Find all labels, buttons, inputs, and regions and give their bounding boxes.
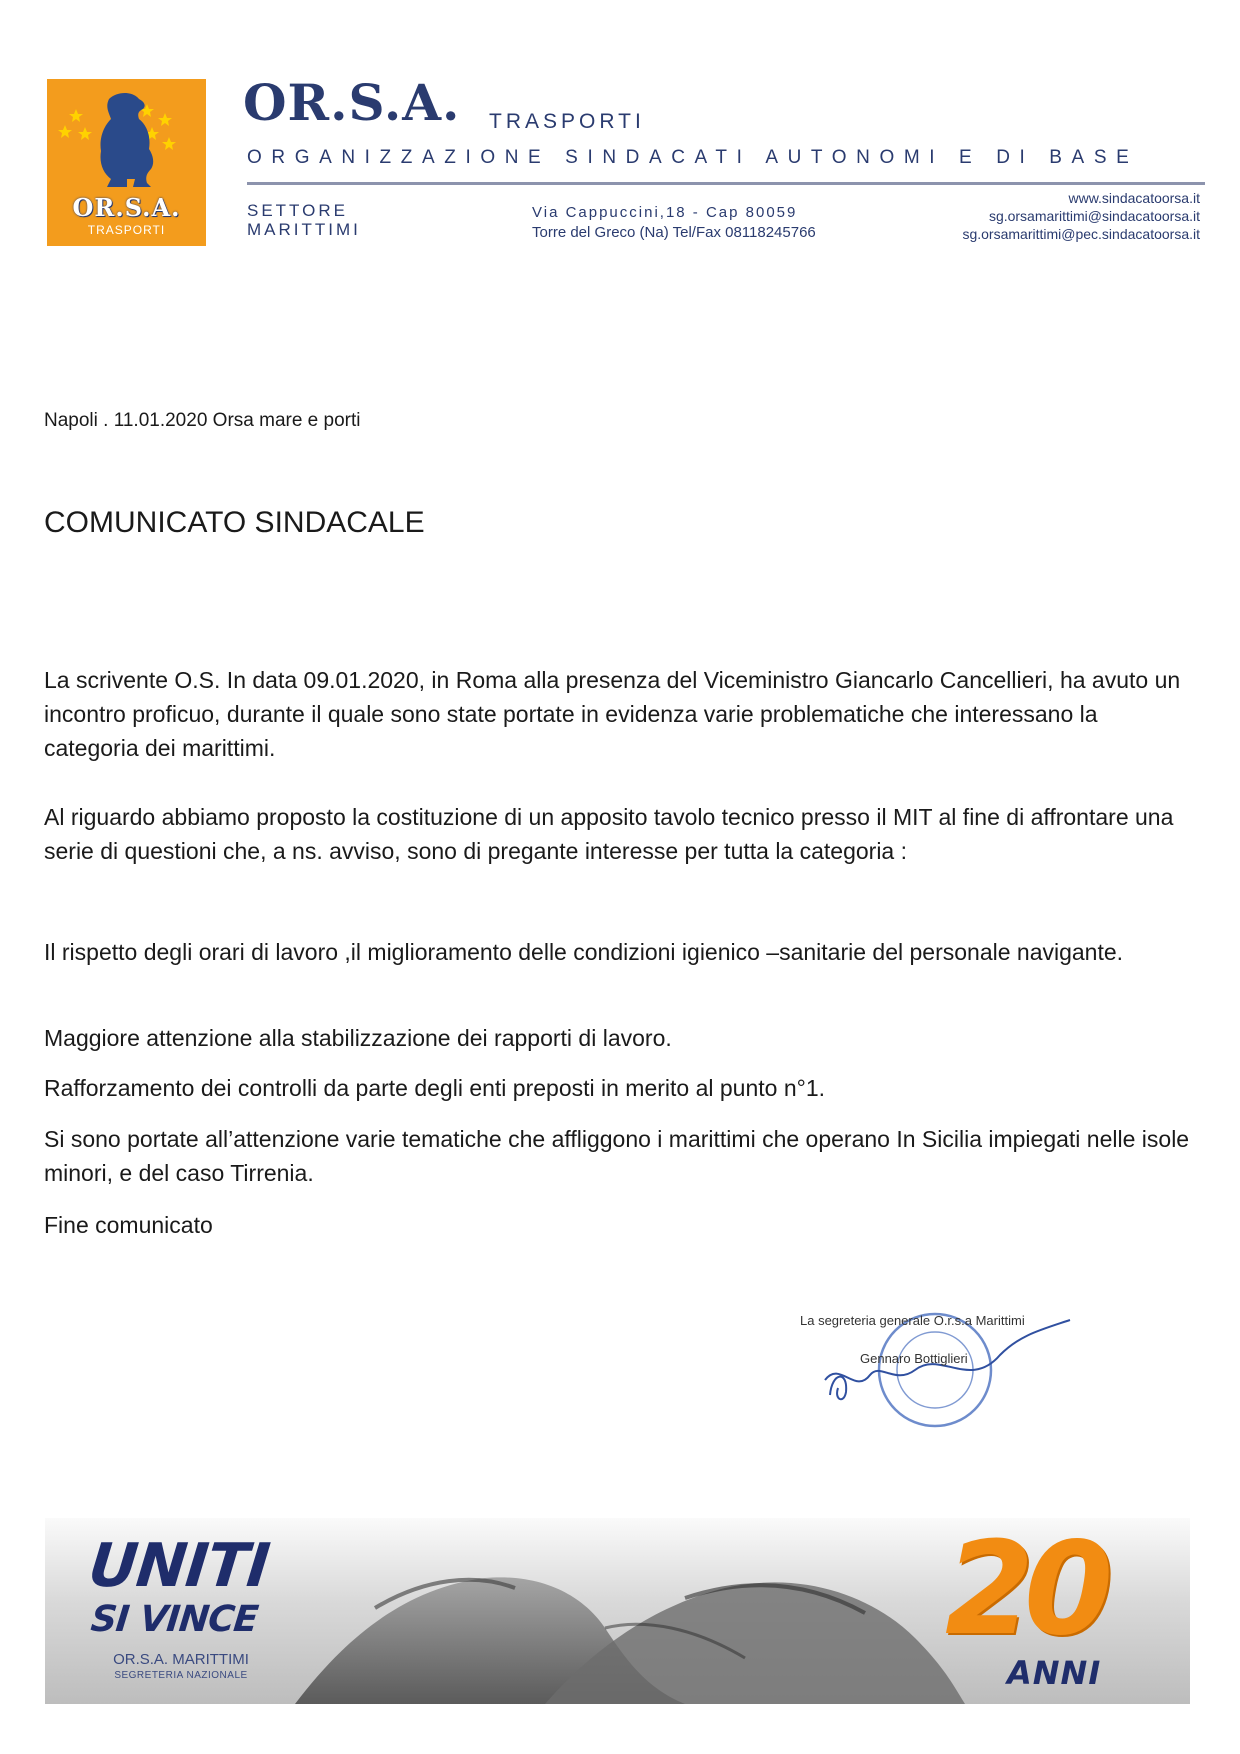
footer-banner — [45, 1518, 1190, 1704]
anniversary-number: 20 — [945, 1518, 1104, 1664]
banner-segreteria: SEGRETERIA NAZIONALE — [114, 1670, 248, 1681]
sector-line-2: MARITTIMI — [247, 220, 361, 239]
document-title: COMUNICATO SINDACALE — [44, 506, 425, 539]
signature-block — [800, 1300, 1075, 1432]
date-line: Napoli . 11.01.2020 Orsa mare e porti — [44, 410, 361, 431]
address-line-1: Via Cappuccini,18 - Cap 80059 — [532, 204, 798, 221]
header-divider — [247, 182, 1205, 185]
paragraph: Fine comunicato — [44, 1212, 213, 1238]
paragraph: Si sono portate all’attenzione varie tematiche che affliggono i marittimi che operano In Sicilia impiegati nelle isole minori, e del caso Tirrenia. — [44, 1126, 1190, 1186]
slogan-line-1: UNITI — [85, 1531, 273, 1601]
paragraph: Rafforzamento dei controlli da parte degli enti preposti in merito al punto n°1. — [44, 1075, 826, 1101]
pec-email-link[interactable]: sg.orsamarittimi@pec.sindacatoorsa.it — [962, 226, 1200, 242]
postal-address — [532, 203, 816, 243]
logo-subtitle: TRASPORTI — [87, 223, 166, 237]
address-line-2: Torre del Greco (Na) Tel/Fax 08118245766 — [532, 224, 816, 241]
signature-name: Gennaro Bottiglieri — [860, 1351, 968, 1366]
signature-label: La segreteria generale O.r.s.a Marittimi — [800, 1313, 1025, 1328]
sector-label — [247, 201, 361, 239]
contact-block — [962, 189, 1200, 243]
organization-name: ORGANIZZAZIONE SINDACATI AUTONOMI E DI BASE — [247, 147, 1139, 168]
slogan-line-2: SI VINCE — [88, 1599, 260, 1640]
brand-title: OR.S.A. — [243, 73, 461, 132]
paragraph: Al riguardo abbiamo proposto la costituzione di un apposito tavolo tecnico presso il MIT al fine di affrontare una serie di questioni che, a ns. avviso, sono di pregante interesse per tutta la categoria : — [44, 804, 1174, 864]
paragraph: La scrivente O.S. In data 09.01.2020, in Roma alla presenza del Viceministro Giancarlo Cancellieri, ha avuto un incontro proficuo, durante il quale sono state portate in evidenza varie problematiche che interessano la categoria dei marittimi. — [44, 667, 1181, 761]
orsa-logo — [47, 79, 206, 246]
paragraph: Il rispetto degli orari di lavoro ,il miglioramento delle condizioni igienico –sanitarie del personale navigante. — [44, 939, 1124, 965]
paragraph: Maggiore attenzione alla stabilizzazione dei rapporti di lavoro. — [44, 1025, 672, 1051]
logo-name: OR.S.A. — [72, 193, 181, 222]
sector-line-1: SETTORE — [247, 201, 348, 220]
brand-subtitle: TRASPORTI — [489, 110, 645, 133]
email-link[interactable]: sg.orsamarittimi@sindacatoorsa.it — [988, 208, 1200, 224]
banner-org-name: OR.S.A. MARITTIMI — [113, 1651, 249, 1668]
website-link[interactable]: www.sindacatoorsa.it — [1068, 190, 1200, 206]
anniversary-label: ANNI — [1007, 1654, 1102, 1692]
